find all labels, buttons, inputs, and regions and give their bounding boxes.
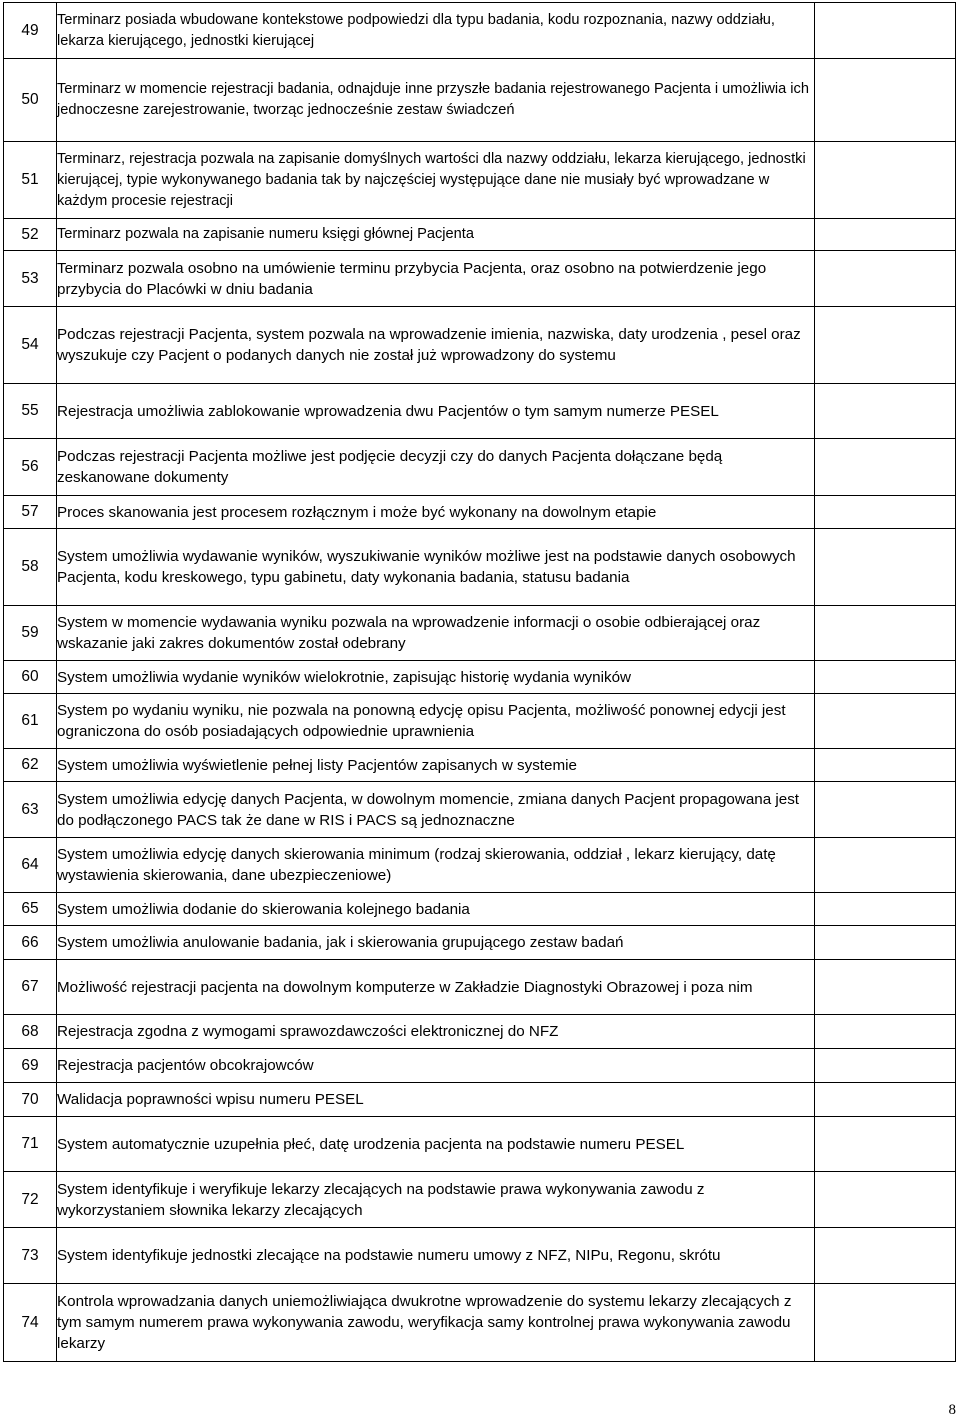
requirement-text: System umożliwia dodanie do skierowania kolejnego badania: [57, 893, 815, 926]
empty-cell: [815, 960, 956, 1015]
table-row: [4, 838, 956, 893]
requirement-text: System umożliwia anulowanie badania, jak i skierowania grupującego zestaw badań: [57, 926, 815, 960]
table-row: [4, 529, 956, 606]
empty-cell: [815, 59, 956, 142]
page-number: 8: [948, 1402, 956, 1418]
table-row: [4, 1228, 956, 1284]
row-number: 72: [4, 1172, 57, 1228]
requirement-text: Terminarz pozwala na zapisanie numeru księgi głównej Pacjenta: [57, 219, 815, 251]
empty-cell: [815, 1172, 956, 1228]
row-number: 52: [4, 219, 57, 251]
requirement-text: System umożliwia wydawanie wyników, wyszukiwanie wyników możliwe jest na podstawie danych osobowych Pacjenta, kodu kreskowego, typu gabinetu, daty wykonania badania, statusu badania: [57, 529, 815, 606]
table-row: [4, 749, 956, 782]
empty-cell: [815, 606, 956, 661]
requirement-text: Rejestracja umożliwia zablokowanie wprowadzenia dwu Pacjentów o tym samym numerze PESEL: [57, 384, 815, 439]
row-number: 63: [4, 782, 57, 838]
empty-cell: [815, 219, 956, 251]
empty-cell: [815, 749, 956, 782]
table-row: [4, 661, 956, 694]
requirement-text: Proces skanowania jest procesem rozłącznym i może być wykonany na dowolnym etapie: [57, 496, 815, 529]
table-row: [4, 496, 956, 529]
table-row: [4, 219, 956, 251]
empty-cell: [815, 926, 956, 960]
row-number: 71: [4, 1117, 57, 1172]
table-row: [4, 439, 956, 496]
row-number: 65: [4, 893, 57, 926]
empty-cell: [815, 3, 956, 59]
requirement-text: System identyfikuje i weryfikuje lekarzy zlecających na podstawie prawa wykonywania zawodu z wykorzystaniem słownika lekarzy zlecających: [57, 1172, 815, 1228]
table-row: [4, 694, 956, 749]
row-number: 56: [4, 439, 57, 496]
requirement-text: Walidacja poprawności wpisu numeru PESEL: [57, 1083, 815, 1117]
row-number: 64: [4, 838, 57, 893]
table-row: [4, 307, 956, 384]
empty-cell: [815, 661, 956, 694]
requirement-text: System identyfikuje jednostki zlecające na podstawie numeru umowy z NFZ, NIPu, Regonu, skrótu: [57, 1228, 815, 1284]
row-number: 49: [4, 3, 57, 59]
requirement-text: System umożliwia edycję danych Pacjenta, w dowolnym momencie, zmiana danych Pacjent propagowana jest do podłączonego PACS tak że dane w RIS i PACS są jednoznaczne: [57, 782, 815, 838]
empty-cell: [815, 694, 956, 749]
requirement-text: Terminarz pozwala osobno na umówienie terminu przybycia Pacjenta, oraz osobno na potwierdzenie jego przybycia do Placówki w dniu badania: [57, 251, 815, 307]
requirement-text: Podczas rejestracji Pacjenta, system pozwala na wprowadzenie imienia, nazwiska, daty urodzenia , pesel oraz wyszukuje czy Pacjent o podanych danych nie został już wprowadzony do systemu: [57, 307, 815, 384]
row-number: 55: [4, 384, 57, 439]
table-row: [4, 1172, 956, 1228]
table-row: [4, 3, 956, 59]
row-number: 70: [4, 1083, 57, 1117]
row-number: 66: [4, 926, 57, 960]
empty-cell: [815, 1284, 956, 1362]
requirement-text: Rejestracja pacjentów obcokrajowców: [57, 1049, 815, 1083]
table-row: [4, 251, 956, 307]
table-row: [4, 1015, 956, 1049]
requirement-text: Podczas rejestracji Pacjenta możliwe jest podjęcie decyzji czy do danych Pacjenta dołączane będą zeskanowane dokumenty: [57, 439, 815, 496]
table-row: [4, 384, 956, 439]
empty-cell: [815, 1117, 956, 1172]
empty-cell: [815, 439, 956, 496]
table-row: [4, 1284, 956, 1362]
table-row: [4, 606, 956, 661]
empty-cell: [815, 1049, 956, 1083]
row-number: 61: [4, 694, 57, 749]
requirements-table-body: [4, 3, 956, 1362]
row-number: 58: [4, 529, 57, 606]
empty-cell: [815, 307, 956, 384]
requirements-table: [3, 2, 956, 1362]
row-number: 68: [4, 1015, 57, 1049]
row-number: 54: [4, 307, 57, 384]
row-number: 60: [4, 661, 57, 694]
table-row: [4, 1083, 956, 1117]
empty-cell: [815, 838, 956, 893]
table-row: [4, 926, 956, 960]
empty-cell: [815, 384, 956, 439]
empty-cell: [815, 782, 956, 838]
requirement-text: Kontrola wprowadzania danych uniemożliwiająca dwukrotne wprowadzenie do systemu lekarzy zlecających z tym samym numerem prawa wykonywania zawodu, weryfikacja samy kontrolnej prawa wykonywania zawodu lekarzy: [57, 1284, 815, 1362]
row-number: 74: [4, 1284, 57, 1362]
table-row: [4, 782, 956, 838]
row-number: 51: [4, 142, 57, 219]
requirement-text: Terminarz, rejestracja pozwala na zapisanie domyślnych wartości dla nazwy oddziału, lekarza kierującego, jednostki kierującej, typie wykonywanego badania tak by najczęściej występujące dane nie musiały być wprowadzane w każdym procesie rejestracji: [57, 142, 815, 219]
table-row: [4, 893, 956, 926]
requirement-text: System w momencie wydawania wyniku pozwala na wprowadzenie informacji o osobie odbierającej oraz wskazanie jaki zakres dokumentów został odebrany: [57, 606, 815, 661]
empty-cell: [815, 1228, 956, 1284]
empty-cell: [815, 893, 956, 926]
row-number: 73: [4, 1228, 57, 1284]
empty-cell: [815, 1083, 956, 1117]
requirement-text: System umożliwia edycję danych skierowania minimum (rodzaj skierowania, oddział , lekarz kierujący, datę wystawienia skierowania, dane ubezpieczeniowe): [57, 838, 815, 893]
row-number: 59: [4, 606, 57, 661]
table-row: [4, 142, 956, 219]
row-number: 50: [4, 59, 57, 142]
requirement-text: System umożliwia wyświetlenie pełnej listy Pacjentów zapisanych w systemie: [57, 749, 815, 782]
requirement-text: Rejestracja zgodna z wymogami sprawozdawczości elektronicznej do NFZ: [57, 1015, 815, 1049]
requirement-text: Możliwość rejestracji pacjenta na dowolnym komputerze w Zakładzie Diagnostyki Obrazowej i poza nim: [57, 960, 815, 1015]
requirement-text: System umożliwia wydanie wyników wielokrotnie, zapisując historię wydania wyników: [57, 661, 815, 694]
requirement-text: Terminarz w momencie rejestracji badania, odnajduje inne przyszłe badania rejestrowanego Pacjenta i umożliwia ich jednoczesne zarejestrowanie, tworząc jednocześnie zestaw świadczeń: [57, 59, 815, 142]
row-number: 53: [4, 251, 57, 307]
empty-cell: [815, 1015, 956, 1049]
requirement-text: System po wydaniu wyniku, nie pozwala na ponowną edycję opisu Pacjenta, możliwość ponownej edycji jest ograniczona do osób posiadających odpowiednie uprawnienia: [57, 694, 815, 749]
requirement-text: Terminarz posiada wbudowane kontekstowe podpowiedzi dla typu badania, kodu rozpoznania, nazwy oddziału, lekarza kierującego, jednostki kierującej: [57, 3, 815, 59]
table-row: [4, 1117, 956, 1172]
table-row: [4, 59, 956, 142]
empty-cell: [815, 529, 956, 606]
empty-cell: [815, 251, 956, 307]
row-number: 57: [4, 496, 57, 529]
empty-cell: [815, 142, 956, 219]
table-row: [4, 960, 956, 1015]
row-number: 62: [4, 749, 57, 782]
requirement-text: System automatycznie uzupełnia płeć, datę urodzenia pacjenta na podstawie numeru PESEL: [57, 1117, 815, 1172]
table-row: [4, 1049, 956, 1083]
row-number: 67: [4, 960, 57, 1015]
row-number: 69: [4, 1049, 57, 1083]
empty-cell: [815, 496, 956, 529]
